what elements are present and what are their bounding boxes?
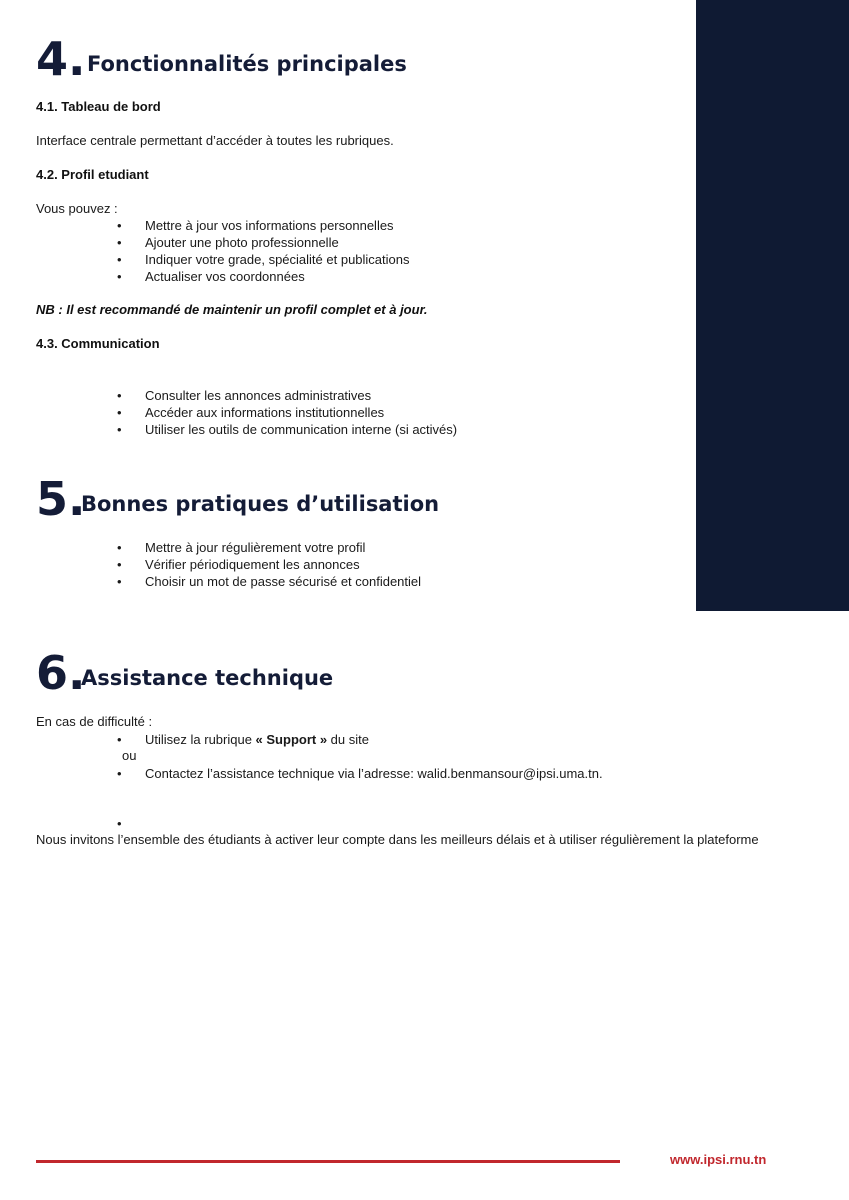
subsection-4-2-title: 4.2. Profil etudiant [36, 167, 149, 182]
list-item: Utiliser les outils de communication interne (si activés) [145, 422, 458, 437]
bullet-icon: • [117, 816, 122, 831]
support-text-before: Utilisez la rubrique [145, 732, 256, 747]
list-item: Choisir un mot de passe sécurisé et confidentiel [145, 574, 422, 589]
subsection-4-1-title: 4.1. Tableau de bord [36, 99, 161, 114]
section-6-number: 6. [36, 646, 86, 700]
closing-text: Nous invitons l’ensemble des étudiants à activer leur compte dans les meilleurs délais et à utiliser régulièrement la plateforme [36, 832, 759, 847]
list-item: Ajouter une photo professionnelle [145, 235, 339, 250]
bullet-icon: • [117, 235, 122, 250]
section-6-title: Assistance technique [81, 666, 334, 690]
or-text: ou [122, 748, 137, 763]
section-4-title: Fonctionnalités principales [87, 52, 407, 76]
list-item: Consulter les annonces administratives [145, 388, 372, 403]
bullet-icon: • [117, 422, 122, 437]
bullet-icon: • [117, 540, 122, 555]
subsection-4-2-intro: Vous pouvez : [36, 201, 118, 216]
bullet-icon: • [117, 574, 122, 589]
bullet-icon: • [117, 269, 122, 284]
section-5-number: 5. [36, 472, 86, 526]
support-link[interactable]: « Support » [255, 732, 328, 747]
assistance-intro: En cas de difficulté : [36, 714, 153, 729]
bullet-icon: • [117, 218, 122, 233]
section-4-number: 4. [36, 32, 86, 86]
list-item: Vérifier périodiquement les annonces [145, 557, 360, 572]
bullet-icon: • [117, 732, 122, 747]
footer-divider [36, 1160, 620, 1163]
subsection-4-1-text: Interface centrale permettant d’accéder à toutes les rubriques. [36, 133, 394, 148]
list-item: Accéder aux informations institutionnelles [145, 405, 385, 420]
contact-item: Contactez l’assistance technique via l’adresse: walid.benmansour@ipsi.uma.tn. [145, 766, 603, 781]
bullet-icon: • [117, 557, 122, 572]
bullet-icon: • [117, 252, 122, 267]
subsection-4-3-title: 4.3. Communication [36, 336, 160, 351]
support-text-after: du site [327, 732, 369, 747]
footer-website-link[interactable]: www.ipsi.rnu.tn [670, 1152, 767, 1167]
section-5-title: Bonnes pratiques d’utilisation [81, 492, 440, 516]
decorative-side-band [696, 0, 849, 611]
bullet-icon: • [117, 405, 122, 420]
profile-note: NB : Il est recommandé de maintenir un profil complet et à jour. [36, 302, 428, 317]
list-item-support [145, 731, 369, 748]
bullet-icon: • [117, 388, 122, 403]
list-item: Mettre à jour régulièrement votre profil [145, 540, 366, 555]
list-item: Actualiser vos coordonnées [145, 269, 305, 284]
list-item: Indiquer votre grade, spécialité et publications [145, 252, 410, 267]
bullet-icon: • [117, 766, 122, 781]
list-item: Mettre à jour vos informations personnelles [145, 218, 394, 233]
